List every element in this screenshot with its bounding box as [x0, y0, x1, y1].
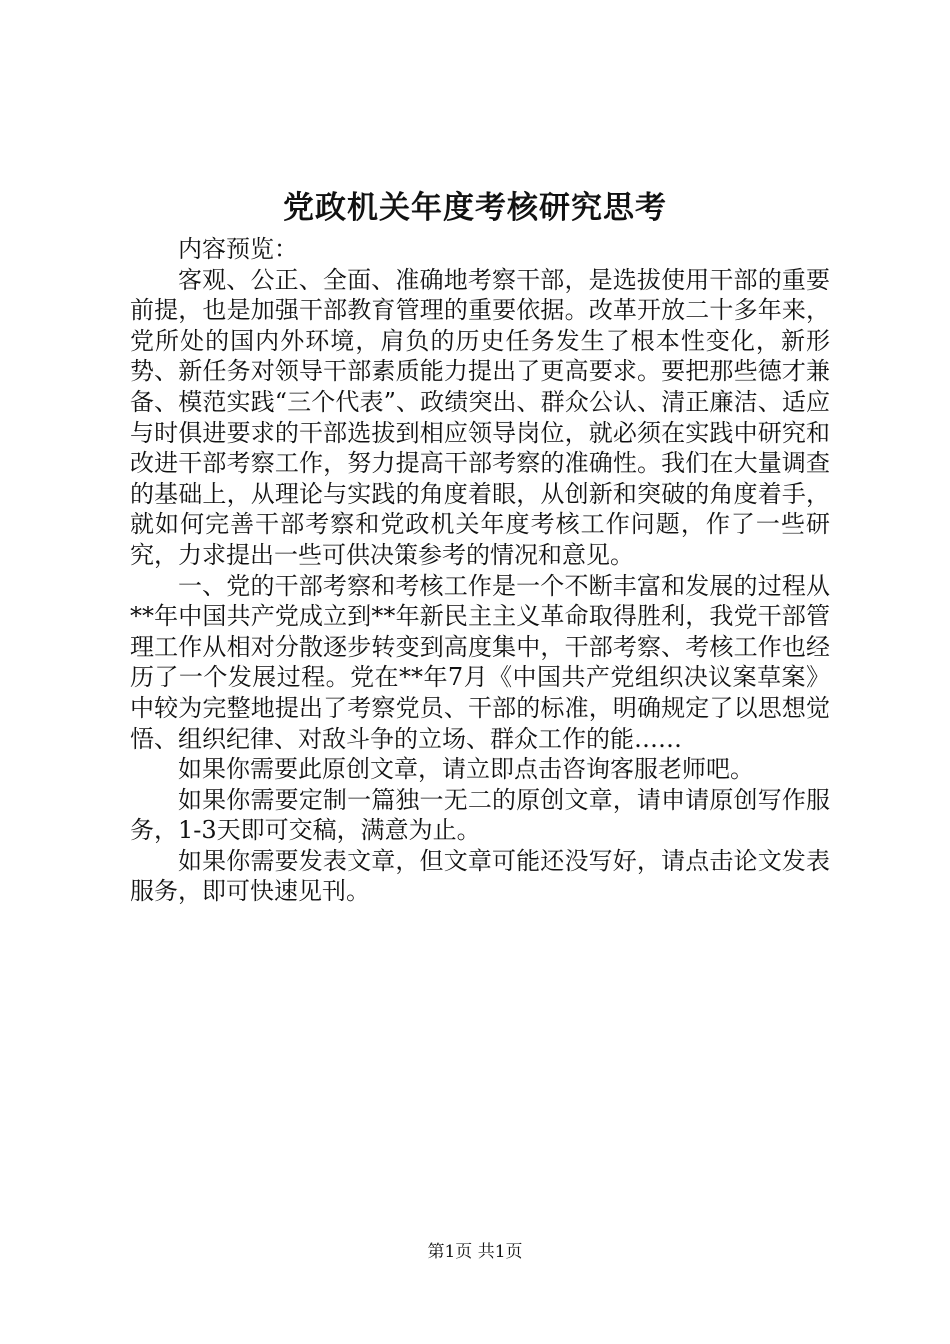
body-paragraph-section-one: 一、党的干部考察和考核工作是一个不断丰富和发展的过程从**年中国共产党成立到**年新民主主义革命取得胜利，我党干部管理工作从相对分散逐步转变到高度集中，干部考察、考核工作也经历了一个发展过程。党在**年7月《中国共产党组织决议案草案》中较为完整地提出了考察党员、干部的标准，明确规定了以思想觉悟、组织纪律、对敌斗争的立场、群众工作的能……	[130, 571, 830, 753]
notice-paragraph-consult: 如果你需要此原创文章，请立即点击咨询客服老师吧。	[178, 755, 754, 784]
document-body	[130, 234, 830, 907]
notice-paragraph-custom-writing: 如果你需要定制一篇独一无二的原创文章，请申请原创写作服务，1-3天即可交稿，满意为止。	[130, 785, 830, 845]
body-paragraph-intro: 客观、公正、全面、准确地考察干部，是选拔使用干部的重要前提，也是加强干部教育管理的重要依据。改革开放二十多年来，党所处的国内外环境，肩负的历史任务发生了根本性变化，新形势、新任务对领导干部素质能力提出了更高要求。要把那些德才兼备、模范实践“三个代表”、政绩突出、群众公认、清正廉洁、适应与时俱进要求的干部选拔到相应领导岗位，就必须在实践中研究和改进干部考察工作，努力提高干部考察的准确性。我们在大量调查的基础上，从理论与实践的角度着眼，从创新和突破的角度着手，就如何完善干部考察和党政机关年度考核工作问题，作了一些研究，力求提出一些可供决策参考的情况和意见。	[130, 265, 830, 569]
page-number-footer: 第1页 共1页	[427, 1242, 523, 1262]
document-title: 党政机关年度考核研究思考	[283, 190, 667, 226]
notice-paragraph-publishing: 如果你需要发表文章，但文章可能还没写好，请点击论文发表服务，即可快速见刊。	[130, 846, 830, 906]
preview-label: 内容预览：	[178, 235, 298, 263]
